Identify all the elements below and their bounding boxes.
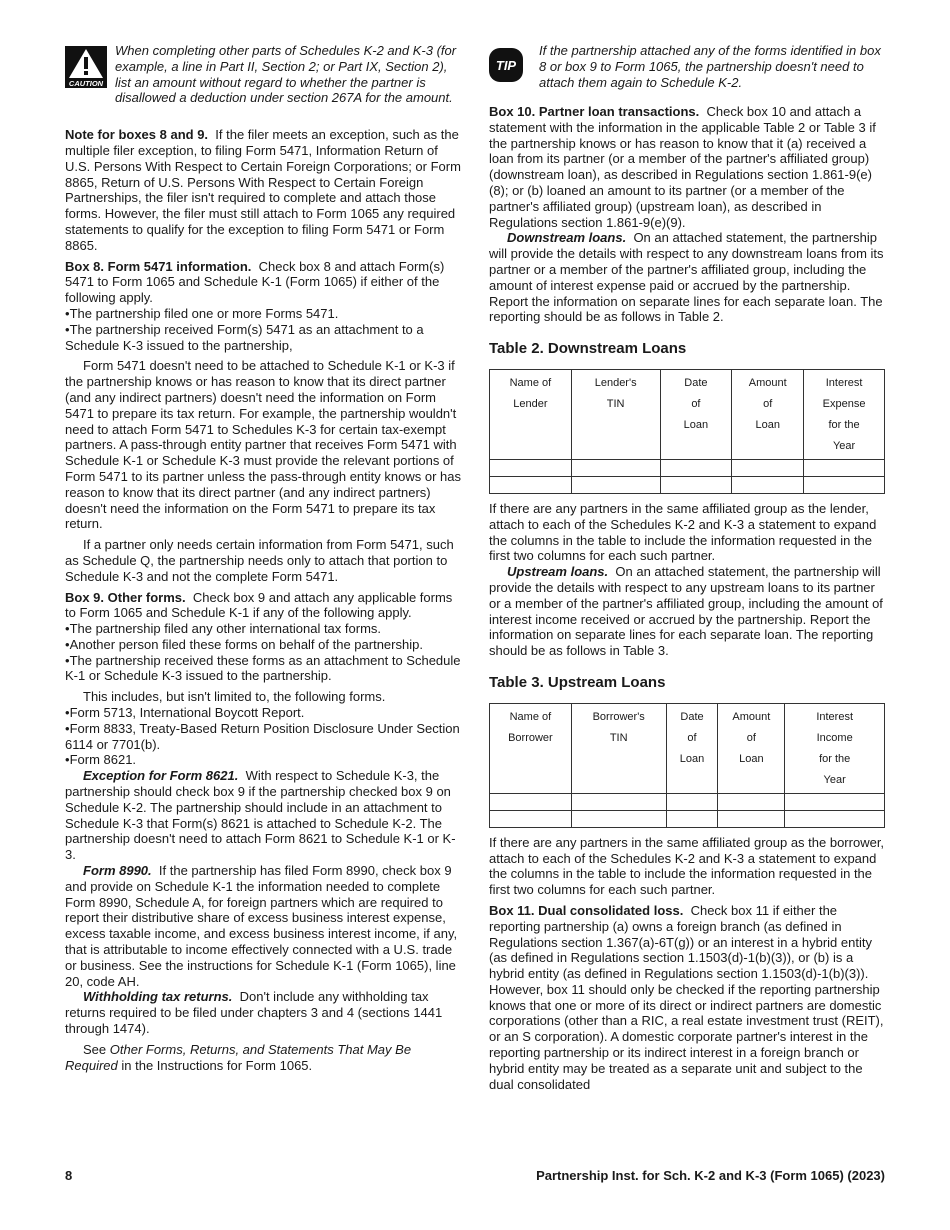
caution-icon <box>65 46 107 88</box>
see-post: in the Instructions for Form 1065. <box>121 1057 313 1073</box>
exception-8621 <box>65 768 461 863</box>
withholding-heading: Withholding tax returns. <box>83 989 233 1005</box>
box9-bullet-2: Another person filed these forms on behalf of the partnership. <box>69 636 423 652</box>
form-8990-para <box>65 863 461 989</box>
tip-note <box>489 43 886 93</box>
box10-intro <box>489 104 886 230</box>
box9-intro-text: Check box 9 and attach any applicable forms to Form 1065 and Schedule K-1 if any of the following apply. <box>65 589 453 621</box>
list-item: •The partnership received these forms as an attachment to Schedule K-1 or Schedule K-3 issued to the partnership. <box>65 652 461 684</box>
box11-heading: Box 11. Dual consolidated loss. <box>489 902 684 918</box>
see-pre: See <box>83 1041 107 1057</box>
see-italic-title: Other Forms, Returns, and Statements That May Be Required <box>65 1041 412 1073</box>
tip-icon-label: TIP <box>495 58 517 73</box>
box9-heading: Box 9. Other forms. <box>65 589 186 605</box>
box10-heading: Box 10. Partner loan transactions. <box>489 104 700 119</box>
list-item: •The partnership filed one or more Forms 5471. <box>65 305 339 321</box>
table-row <box>490 476 885 493</box>
box8-intro <box>65 259 461 306</box>
table2-title: Table 2. Downstream Loans <box>489 340 687 358</box>
downstream-para <box>489 230 886 325</box>
form-8833: Form 8833, Treaty-Based Return Position Disclosure Under Section 6114 or 7701(b). <box>65 720 460 752</box>
table-header-cell: Name of Lender <box>490 369 572 459</box>
list-item: •Form 5713, International Boycott Report. <box>65 705 305 721</box>
form-5713: Form 5713, International Boycott Report. <box>69 705 305 721</box>
exception-heading: Exception for Form 8621. <box>83 768 239 784</box>
list-item: •The partnership filed any other international tax forms. <box>65 621 382 637</box>
table-header-cell: Lender's TIN <box>571 369 660 459</box>
after-table3-para: If there are any partners in the same affiliated group as the borrower, attach to each of the Schedules K-2 and K-3 a statement to expand the columns in the table to include the information requested in the first two columns for each such partner. <box>489 834 885 898</box>
table-header-row <box>490 369 885 459</box>
box8-heading: Box 8. Form 5471 information. <box>65 258 252 274</box>
note-text: If the filer meets an exception, such as the multiple filer exception, to filing Form 5471, Information Return of U.S. Persons With Respect to Certain Foreign Corporations; or Form 8865, Return of U.S. Persons With Respect to Certain Foreign Partnerships, the filer isn't required to complete and attach those forms. However, the filer must still attach to Form 1065 any required statements to qualify for the exception to filing Form 5471 or Form 8865. <box>65 127 461 253</box>
box9-bullet-3: The partnership received these forms as an attachment to Schedule K-1 or Schedule K-3 issued to the partnership. <box>65 652 461 684</box>
list-item: •Form 8621. <box>65 752 137 768</box>
right-column <box>489 43 886 1092</box>
left-column <box>65 43 461 1073</box>
form-8990-heading: Form 8990. <box>83 863 152 879</box>
box9-includes: This includes, but isn't limited to, the following forms. <box>83 689 386 705</box>
list-item: •The partnership received Form(s) 5471 as an attachment to a Schedule K-3 issued to the partnership, <box>65 321 424 353</box>
form-8621: Form 8621. <box>69 752 137 768</box>
box8-para2: If a partner only needs certain information from Form 5471, such as Schedule Q, the partnership needs only to attach that portion to Schedule K-3 and not the complete Form 5471. <box>65 537 454 584</box>
table-header-cell: Amount of Loan <box>732 369 804 459</box>
table-upstream-loans <box>489 703 885 828</box>
box8-bullet-1: The partnership filed one or more Forms 5471. <box>69 305 339 321</box>
table-row <box>490 459 885 476</box>
downstream-text: On an attached statement, the partnership will provide the details with respect to any downstream loans from its partner or a member of the partner's affiliated group, including the amount of interest expense paid or accrued by the partnership. Report the information on separate lines for each separate loan. The reporting should be as follows in Table 2. <box>489 230 884 325</box>
table-header-row <box>490 703 885 793</box>
box9-intro <box>65 590 461 622</box>
caution-text: When completing other parts of Schedules K-2 and K-3 (for example, a line in Part II, Section 2; or Part IX, Section 2), list an amount without regard to whether the partner is disallowed a deduction under section 267A for the amount. <box>115 43 457 106</box>
caution-icon-label: CAUTION <box>68 79 104 88</box>
withholding-text: Don't include any withholding tax returns required to be filed under chapters 3 and 4 (sections 1441 through 1474). <box>65 989 443 1037</box>
table-header-cell: Borrower's TIN <box>571 703 666 793</box>
upstream-heading: Upstream loans. <box>507 564 609 580</box>
note-heading: Note for boxes 8 and 9. <box>65 127 209 143</box>
table-header-cell: Date of Loan <box>660 369 732 459</box>
form-8990-text: If the partnership has filed Form 8990, check box 9 and provide on Schedule K-1 the information needed to complete Form 8990, Schedule A, for foreign partners which are required to report their distributive share of excess business interest expense, excess taxable income, and excess business interest income, if any, that is attributable to income effectively connected with a U.S. trade or business. See the instructions for Schedule K-1 (Form 1065), line 20, code AH. <box>65 863 458 989</box>
table-header-cell: Name of Borrower <box>490 703 572 793</box>
table3-title: Table 3. Upstream Loans <box>489 673 666 691</box>
table-header-cell: Interest Income for the Year <box>785 703 885 793</box>
after-table2-para: If there are any partners in the same affiliated group as the lender, attach to each of the Schedules K-2 and K-3 a statement to expand the columns in the table to include the information requested in the first two columns for each such partner. <box>489 500 877 564</box>
list-item: •Another person filed these forms on behalf of the partnership. <box>65 636 423 652</box>
box8-para1: Form 5471 doesn't need to be attached to Schedule K-1 or K-3 if the partnership knows or has reason to know that its direct partner (and any indirect partners) doesn't need the information on Form 5471 to prepare its tax return. For example, the partnership wouldn't need to attach Form 5471 to Schedules K-3 for certain tax-exempt partners. A pass-through entity partner that receives Form 5471 with Schedule K-1 or Schedule K-3 must provide the relevant portions of Form 5471 to its partner unless the pass-through entity knows or has reason to know that its direct partner (and any indirect partners) doesn't need the information on the Form 5471 to prepare its tax return. <box>65 358 461 532</box>
tip-text: If the partnership attached any of the forms identified in box 8 or box 9 to Form 1065, the partnership doesn't need to attach them again to Schedule K-2. <box>539 43 881 90</box>
upstream-text: On an attached statement, the partnership will provide the details with respect to any upstream loans to its partner or a member of the partner's affiliated group, including the amount of interest income received or accrued by the partnership. Report the information on separate lines for each separate loan. The reporting should be as follows in Table 3. <box>489 564 883 659</box>
box11-text: Check box 11 if either the reporting partnership (a) owns a foreign branch (as defined in Regulations section 1.367(a)-6T(g)) or an interest in a hybrid entity (as defined in Regulations section 1.1503(d)-1(b)(3)), or (b) is a hybrid entity (as defined in Regulations section 1.1503(d)-1(b)(3)). However, box 11 should only be checked if the reporting partnership knows that one or more of its direct or indirect partners are domestic corporations (other than a RIC, a real estate investment trust (REIT), or an S corporation). A domestic corporate partner's interest in the reporting partnership or its indirect interest in a foreign branch or hybrid entity may be treated as a separate unit and subject to the dual consolidated <box>489 902 884 1092</box>
box10-text: Check box 10 and attach a statement with the information in the applicable Table 2 or Table 3 if the partnership knows or has reason to know that it (a) received a loan from its partner (or a member of the partner's affiliated group) (downstream loan), as described in Regulations section 1.861-9(e)(8); or (b) loaned an amount to its partner (or a member of the partner's affiliated group) (upstream loan), as described in Regulations section 1.861-9(e)(9). <box>489 104 876 230</box>
exception-text: With respect to Schedule K-3, the partnership should check box 9 if the partnership checked box 9 on Schedule K-2. The partnership should include in an attachment to Schedule K-3 that Form(s) 8621 is attached to Schedule K-2. The partnership doesn't need to attach Form 8621 to Schedule K-1 or K-3. <box>65 768 456 863</box>
box8-intro-text: Check box 8 and attach Form(s) 5471 to Form 1065 and Schedule K-1 (Form 1065) if either of the following apply. <box>65 258 445 306</box>
box8-bullet-2: The partnership received Form(s) 5471 as an attachment to a Schedule K-3 issued to the partnership, <box>65 321 424 353</box>
table-downstream-loans <box>489 369 885 494</box>
footer-title: Partnership Inst. for Sch. K-2 and K-3 (Form 1065) (2023) <box>536 1168 885 1183</box>
table-header-cell: Amount of Loan <box>718 703 785 793</box>
table-header-cell: Date of Loan <box>666 703 718 793</box>
list-item: •Form 8833, Treaty-Based Return Position Disclosure Under Section 6114 or 7701(b). <box>65 720 460 752</box>
page-number: 8 <box>65 1168 73 1183</box>
table-row <box>490 810 885 827</box>
withholding-para <box>65 989 461 1036</box>
caution-note <box>65 43 461 106</box>
downstream-heading: Downstream loans. <box>507 230 627 246</box>
see-also-para <box>65 1042 461 1074</box>
box9-bullet-1: The partnership filed any other international tax forms. <box>69 621 382 637</box>
table-header-cell: Interest Expense for the Year <box>804 369 885 459</box>
tip-icon <box>489 48 523 82</box>
box11-para <box>489 903 886 1093</box>
table-row <box>490 793 885 810</box>
note-boxes-8-9 <box>65 127 461 253</box>
upstream-para <box>489 564 886 659</box>
